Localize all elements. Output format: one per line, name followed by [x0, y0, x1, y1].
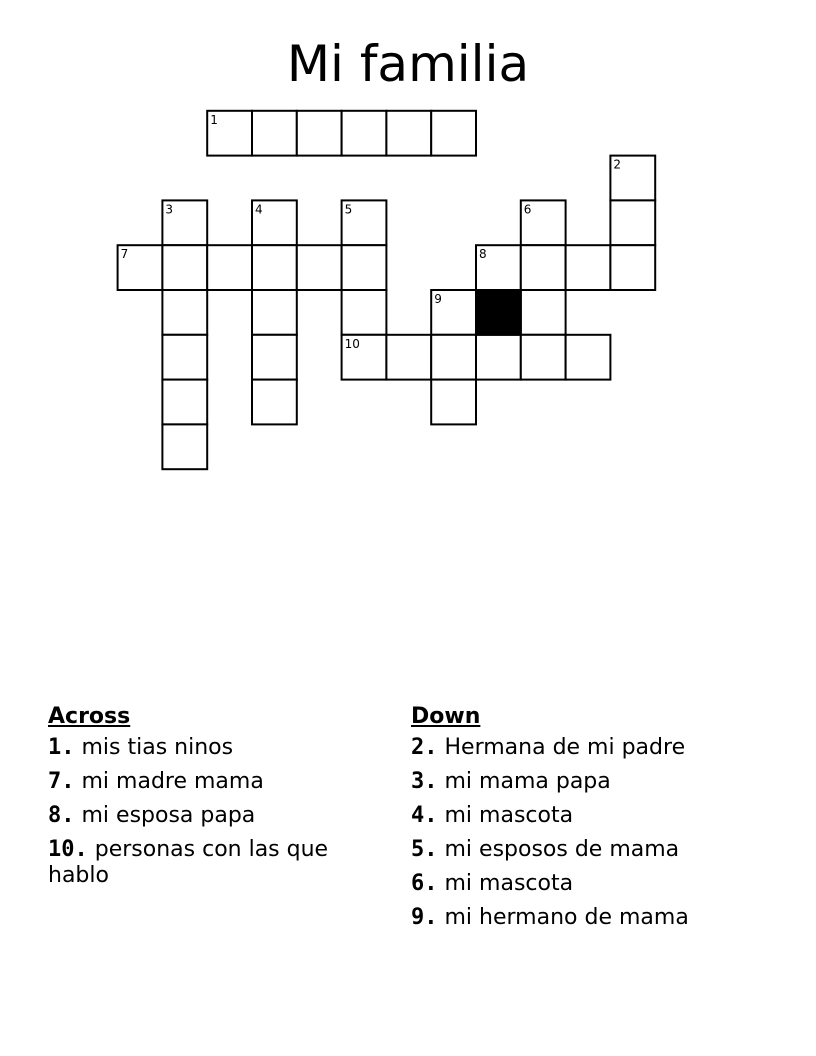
clue-text: mi mascota	[444, 803, 574, 828]
clue-text: Hermana de mi padre	[444, 735, 686, 760]
cell-number: 4	[255, 202, 263, 217]
page-title: Mi familia	[286, 35, 530, 93]
clue-number: 9.	[411, 905, 438, 930]
grid-cell[interactable]	[207, 245, 252, 290]
clue-text: mi hermano de mama	[444, 905, 689, 930]
grid-cell[interactable]	[431, 111, 476, 156]
crossword-grid	[0, 0, 816, 520]
cell-number: 2	[613, 157, 622, 172]
grid-cell[interactable]	[252, 111, 297, 156]
grid-cell[interactable]	[521, 245, 566, 290]
grid-cell[interactable]	[386, 335, 431, 380]
across-heading: Across	[48, 704, 131, 729]
down-clue	[411, 735, 771, 761]
grid-cell[interactable]	[252, 380, 297, 425]
across-clues	[48, 703, 368, 897]
grid-cell[interactable]	[297, 111, 342, 156]
cell-number: 8	[479, 247, 487, 262]
clue-number: 2.	[411, 735, 438, 760]
grid-cell[interactable]	[431, 335, 476, 380]
grid-cell[interactable]	[342, 245, 387, 290]
down-clues	[411, 703, 771, 939]
cell-number: 6	[523, 202, 532, 217]
down-clue	[411, 871, 771, 897]
down-heading: Down	[411, 704, 481, 729]
down-clue	[411, 837, 771, 863]
cell-number: 1	[210, 112, 218, 127]
cell-number: 10	[344, 336, 360, 351]
clue-text: mi mama papa	[444, 769, 611, 794]
down-clue	[411, 905, 771, 931]
grid-block	[476, 290, 521, 335]
grid-cell[interactable]	[431, 380, 476, 425]
grid-cell[interactable]	[342, 290, 387, 335]
clue-text: personas con las que hablo	[48, 837, 329, 888]
grid-cell[interactable]	[162, 424, 207, 469]
cell-number: 9	[434, 292, 442, 306]
clue-number: 10.	[48, 837, 88, 862]
down-clue	[411, 769, 771, 795]
grid-cell[interactable]	[386, 111, 431, 156]
cell-number: 5	[344, 202, 353, 217]
grid-cell[interactable]	[610, 200, 655, 245]
grid-cell[interactable]	[566, 335, 611, 380]
clue-text: mi esposos de mama	[444, 837, 680, 862]
clue-text: mi madre mama	[81, 769, 264, 794]
grid-cell[interactable]	[162, 380, 207, 425]
across-clue	[48, 735, 368, 761]
clue-number: 7.	[48, 769, 75, 794]
grid-cell[interactable]	[252, 290, 297, 335]
cell-number: 3	[165, 202, 174, 217]
clue-text: mi mascota	[444, 871, 574, 896]
grid-cell[interactable]	[162, 245, 207, 290]
across-clue	[48, 837, 368, 889]
grid-cell[interactable]	[521, 290, 566, 335]
clue-number: 5.	[411, 837, 438, 862]
grid-cell[interactable]	[566, 245, 611, 290]
grid-cell[interactable]	[610, 245, 655, 290]
cell-number: 7	[120, 247, 129, 262]
down-clue	[411, 803, 771, 829]
clue-number: 4.	[411, 803, 438, 828]
grid-cell[interactable]	[252, 335, 297, 380]
clue-number: 8.	[48, 803, 75, 828]
across-clue	[48, 769, 368, 795]
clue-number: 1.	[48, 735, 75, 760]
clue-number: 6.	[411, 871, 438, 896]
grid-cell[interactable]	[521, 335, 566, 380]
clue-text: mis tias ninos	[81, 735, 234, 760]
clue-number: 3.	[411, 769, 438, 794]
clue-text: mi esposa papa	[81, 803, 256, 828]
grid-cell[interactable]	[162, 290, 207, 335]
across-clue	[48, 803, 368, 829]
grid-cell[interactable]	[342, 111, 387, 156]
grid-cell[interactable]	[162, 335, 207, 380]
grid-cell[interactable]	[252, 245, 297, 290]
grid-cell[interactable]	[297, 245, 342, 290]
grid-cell[interactable]	[476, 335, 521, 380]
